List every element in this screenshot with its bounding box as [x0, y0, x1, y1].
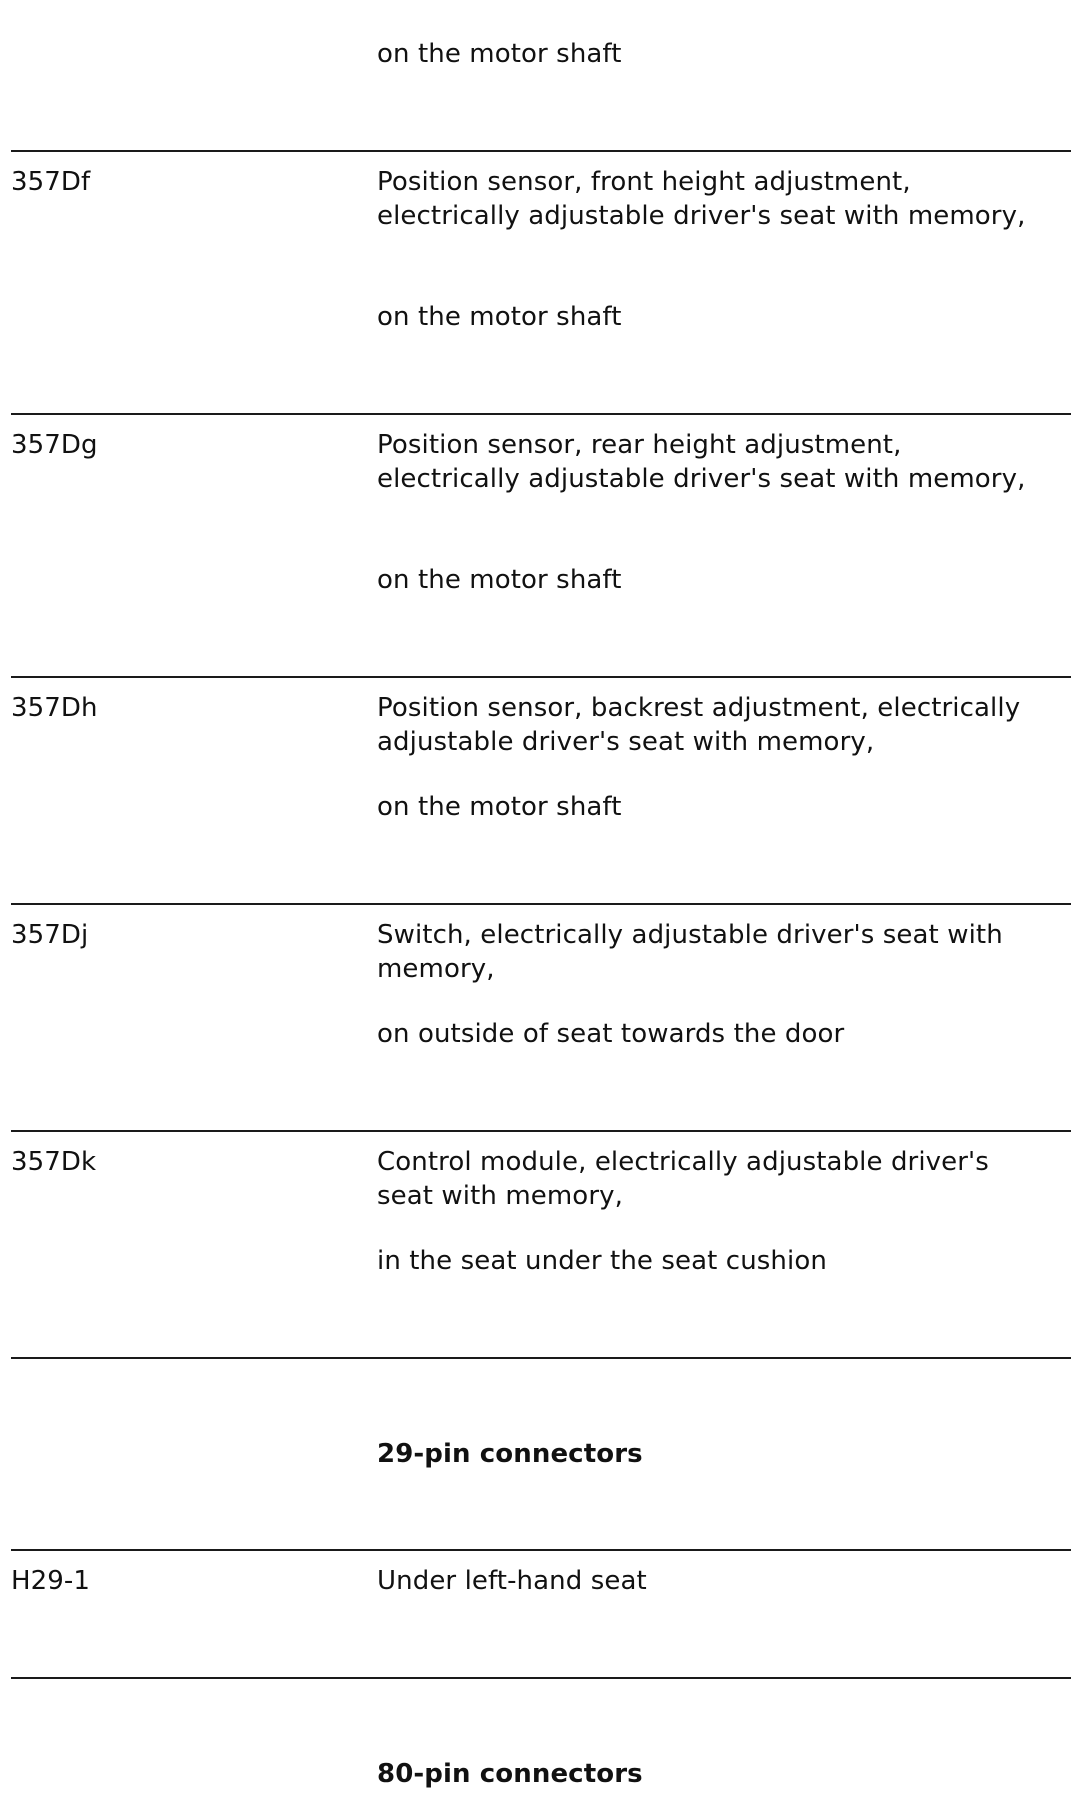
entry-location: on the motor shaft — [377, 792, 622, 822]
entry-location: on the motor shaft — [377, 302, 622, 332]
entry-description-line: electrically adjustable driver's seat with memory, — [377, 201, 1026, 231]
entry-description-line: adjustable driver's seat with memory, — [377, 727, 875, 757]
section-heading-80-pin: 80-pin connectors — [377, 1759, 643, 1789]
entry-description-line: seat with memory, — [377, 1181, 623, 1211]
continuation-location: on the motor shaft — [377, 39, 622, 69]
entry-description-line: Position sensor, backrest adjustment, electrically — [377, 693, 1021, 723]
row-divider — [11, 1549, 1071, 1551]
entry-code-357dg: 357Dg — [11, 430, 98, 460]
entry-description-line: Control module, electrically adjustable driver's — [377, 1147, 989, 1177]
entry-code-357dj: 357Dj — [11, 920, 89, 950]
row-divider — [11, 413, 1071, 415]
entry-description-line: memory, — [377, 954, 495, 984]
entry-location: in the seat under the seat cushion — [377, 1246, 827, 1276]
entry-description-line: Position sensor, front height adjustment, — [377, 167, 911, 197]
entry-location: Under left-hand seat — [377, 1566, 647, 1596]
entry-code-357dh: 357Dh — [11, 693, 98, 723]
row-divider — [11, 676, 1071, 678]
entry-code-h29-1: H29-1 — [11, 1566, 91, 1596]
entry-description-line: Switch, electrically adjustable driver's seat with — [377, 920, 1003, 950]
entry-code-357df: 357Df — [11, 167, 91, 197]
entry-location: on outside of seat towards the door — [377, 1019, 845, 1049]
row-divider — [11, 903, 1071, 905]
section-heading-29-pin: 29-pin connectors — [377, 1439, 643, 1469]
entry-code-357dk: 357Dk — [11, 1147, 97, 1177]
section-divider — [11, 1677, 1071, 1679]
row-divider — [11, 150, 1071, 152]
row-divider — [11, 1130, 1071, 1132]
entry-location: on the motor shaft — [377, 565, 622, 595]
section-divider — [11, 1357, 1071, 1359]
entry-description-line: electrically adjustable driver's seat with memory, — [377, 464, 1026, 494]
entry-description-line: Position sensor, rear height adjustment, — [377, 430, 902, 460]
